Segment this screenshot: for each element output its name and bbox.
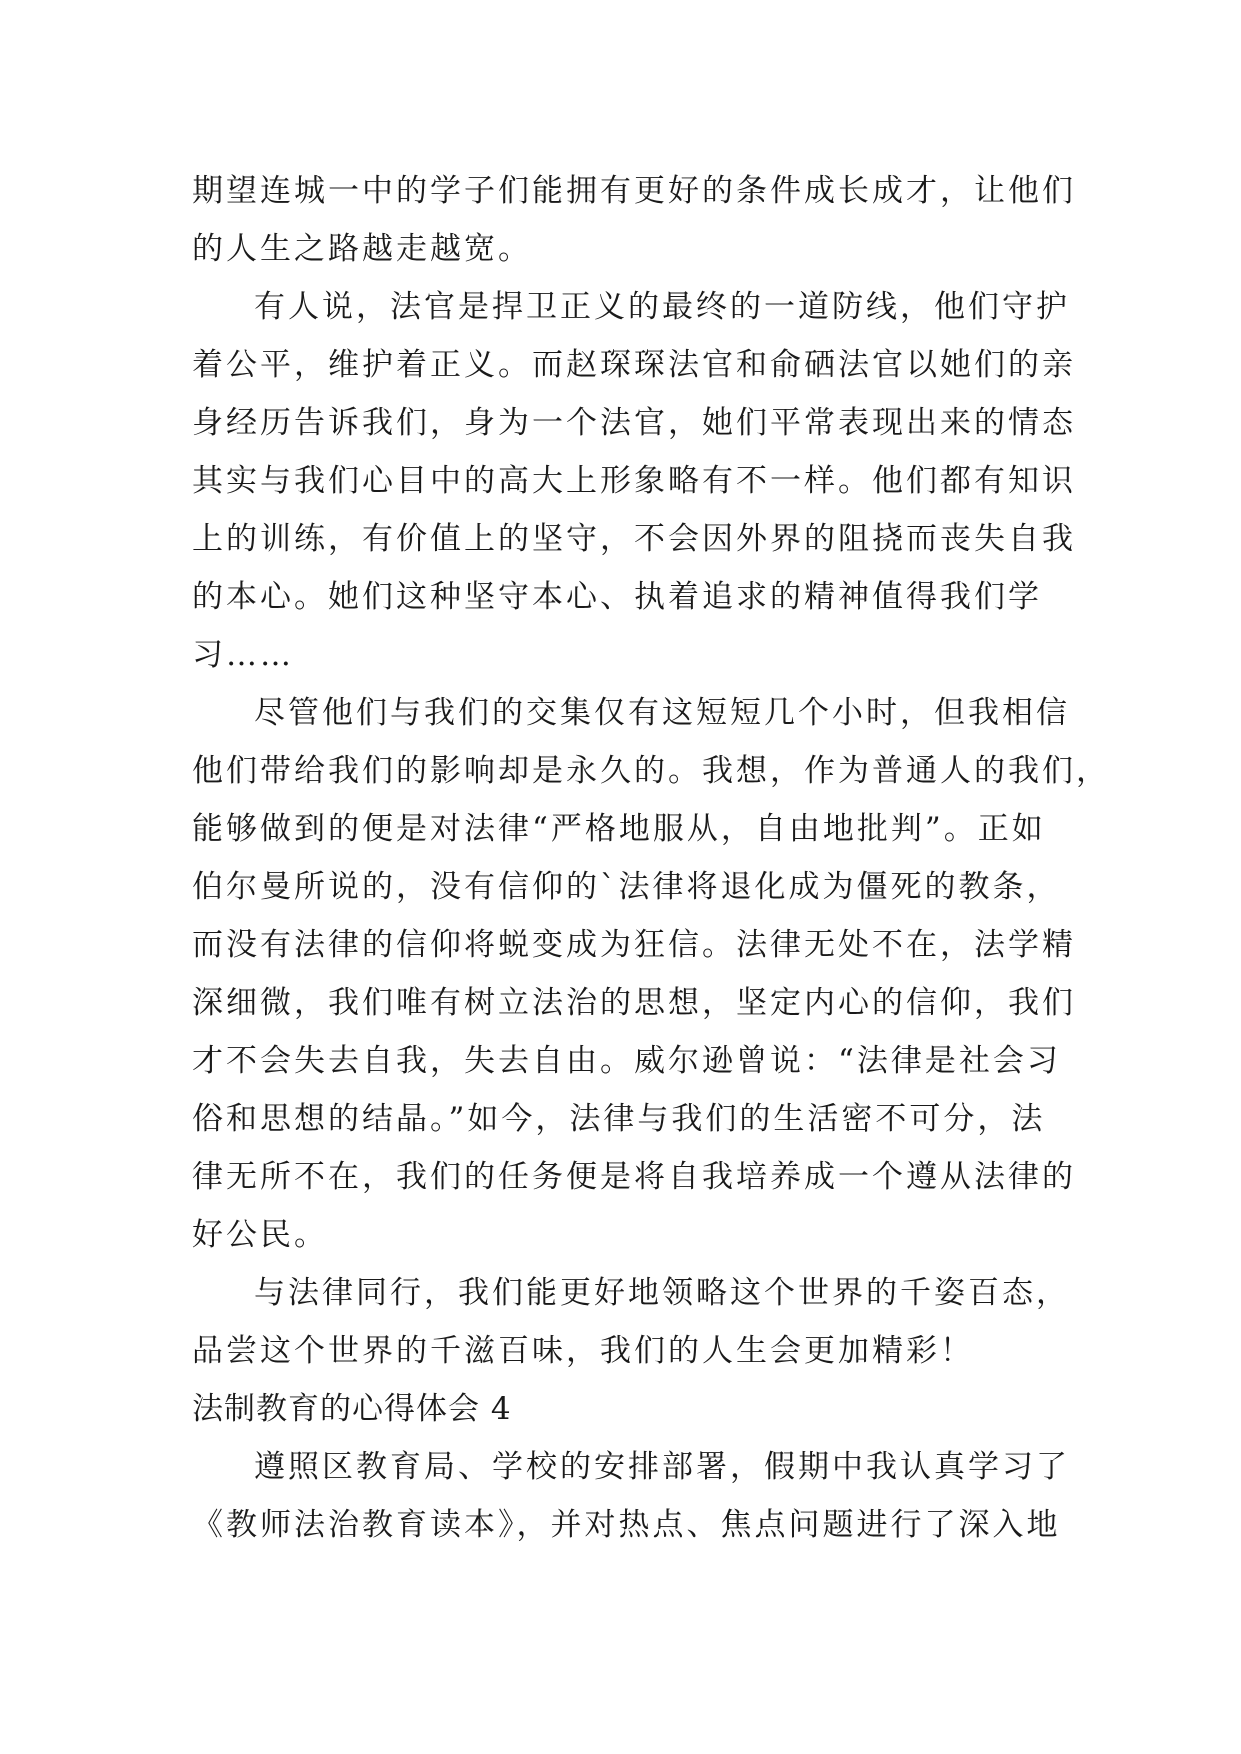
text-line: 期望连城一中的学子们能拥有更好的条件成长成才，让他们	[192, 173, 1076, 209]
text-line: 尽管他们与我们的交集仅有这短短几个小时，但我相信	[254, 695, 1070, 731]
text-line: 伯尔曼所说的，没有信仰的`法律将退化成为僵死的教条，	[192, 869, 1061, 905]
text-line: 与法律同行，我们能更好地领略这个世界的千姿百态，	[254, 1275, 1070, 1311]
text-line: 身经历告诉我们，身为一个法官，她们平常表现出来的情态	[192, 405, 1076, 441]
text-line: 深细微，我们唯有树立法治的思想，坚定内心的信仰，我们	[192, 985, 1076, 1021]
text-line: 《教师法治教育读本》，并对热点、焦点问题进行了深入地	[192, 1507, 1061, 1543]
text-line: 品尝这个世界的千滋百味，我们的人生会更加精彩！	[192, 1333, 974, 1369]
section-heading: 法制教育的心得体会 4	[192, 1391, 512, 1427]
text-line: 有人说，法官是捍卫正义的最终的一道防线，他们守护	[254, 289, 1070, 325]
text-line: 才不会失去自我，失去自由。威尔逊曾说：“法律是社会习	[192, 1043, 1061, 1079]
text-line: 能够做到的便是对法律“严格地服从，自由地批判”。正如	[192, 811, 1046, 847]
text-line: 习……	[192, 637, 294, 673]
text-line: 遵照区教育局、学校的安排部署，假期中我认真学习了	[254, 1449, 1070, 1485]
text-line: 着公平，维护着正义。而赵琛琛法官和俞硒法官以她们的亲	[192, 347, 1076, 383]
text-line: 的人生之路越走越宽。	[192, 231, 532, 267]
text-line: 好公民。	[192, 1217, 328, 1253]
text-line: 他们带给我们的影响却是永久的。我想，作为普通人的我们，	[192, 753, 1110, 789]
text-line: 而没有法律的信仰将蜕变成为狂信。法律无处不在，法学精	[192, 927, 1076, 963]
text-line: 其实与我们心目中的高大上形象略有不一样。他们都有知识	[192, 463, 1076, 499]
text-line: 上的训练，有价值上的坚守，不会因外界的阻挠而丧失自我	[192, 521, 1076, 557]
document-body	[192, 162, 1110, 1554]
text-line: 律无所不在，我们的任务便是将自我培养成一个遵从法律的	[192, 1159, 1076, 1195]
text-line: 俗和思想的结晶。”如今，法律与我们的生活密不可分，法	[192, 1101, 1046, 1137]
text-line: 的本心。她们这种坚守本心、执着追求的精神值得我们学	[192, 579, 1042, 615]
